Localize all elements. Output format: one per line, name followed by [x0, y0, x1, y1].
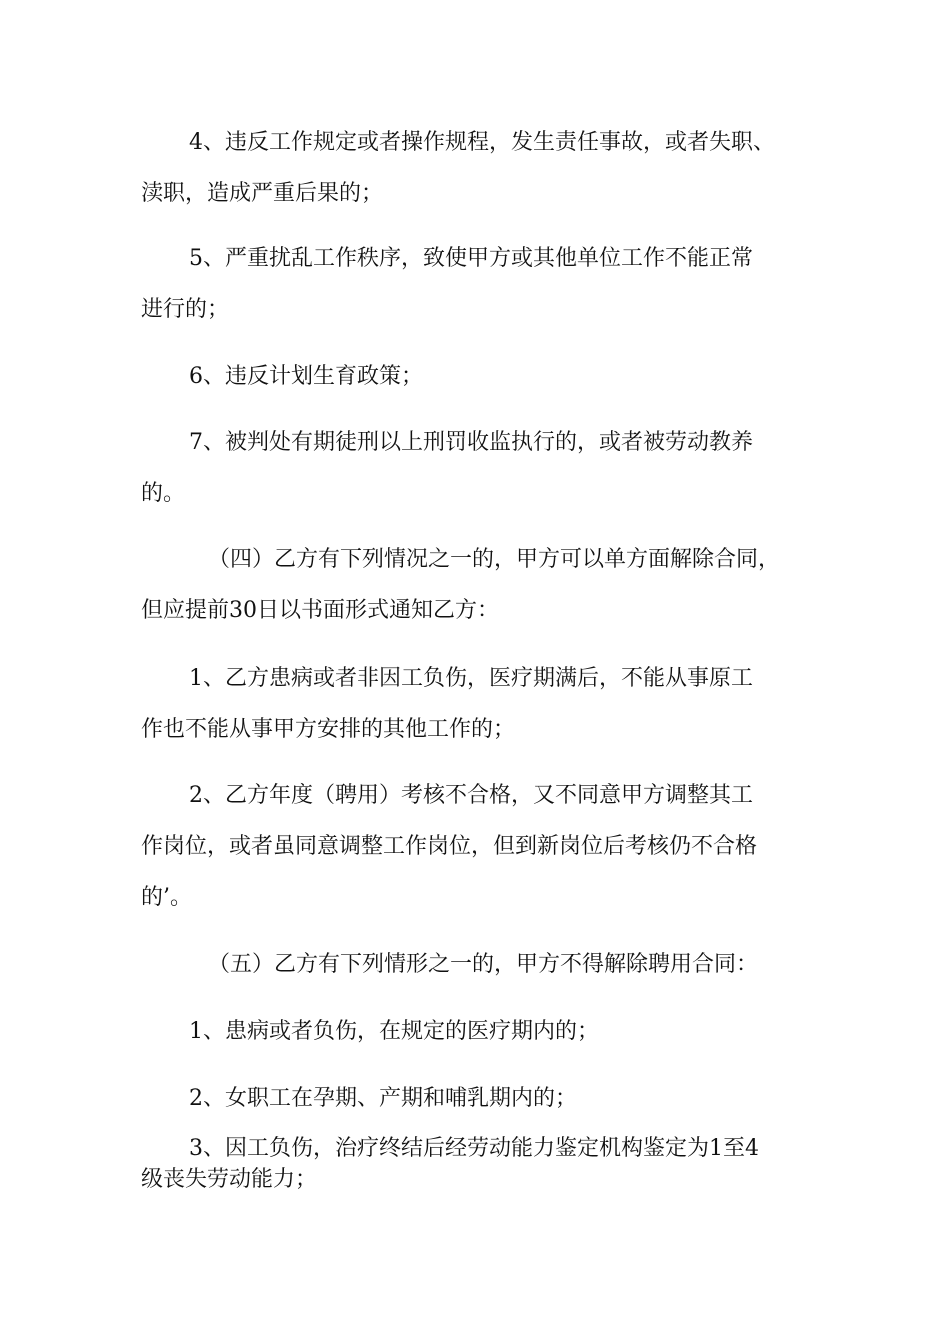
paragraph-line: 3、因工负伤，治疗终结后经劳动能力鉴定机构鉴定为1至4: [189, 1136, 759, 1161]
paragraph-line: 作岗位，或者虽同意调整工作岗位，但到新岗位后考核仍不合格: [141, 834, 758, 859]
paragraph-line: 4、违反工作规定或者操作规程，发生责任事故，或者失职、: [189, 130, 775, 155]
paragraph-line: 的。: [141, 481, 186, 506]
paragraph-line: 2、女职工在孕期、产期和哺乳期内的；: [189, 1086, 577, 1111]
paragraph-line: 5、严重扰乱工作秩序，致使甲方或其他单位工作不能正常: [189, 246, 753, 271]
paragraph-line: 的’。: [141, 885, 192, 910]
paragraph-line: 6、违反计划生育政策；: [189, 364, 423, 389]
paragraph-line: 1、患病或者负伤，在规定的医疗期内的；: [189, 1019, 599, 1044]
paragraph-line: 渎职，造成严重后果的；: [141, 181, 384, 206]
paragraph-line: 7、被判处有期徒刑以上刑罚收监执行的，或者被劳动教养: [189, 430, 753, 455]
paragraph-line: 1、乙方患病或者非因工负伤，医疗期满后，不能从事原工: [189, 666, 753, 691]
paragraph-line: 级丧失劳动能力；: [141, 1167, 318, 1192]
paragraph-line: 2、乙方年度（聘用）考核不合格，又不同意甲方调整其工: [189, 783, 753, 808]
paragraph-line: 进行的；: [141, 297, 230, 322]
section-heading-line: （四）乙方有下列情况之一的，甲方可以单方面解除合同，: [208, 547, 781, 572]
section-heading-line: （五）乙方有下列情形之一的，甲方不得解除聘用合同：: [208, 952, 759, 977]
paragraph-line: 但应提前30日以书面形式通知乙方：: [141, 598, 499, 623]
paragraph-line: 作也不能从事甲方安排的其他工作的；: [141, 717, 516, 742]
